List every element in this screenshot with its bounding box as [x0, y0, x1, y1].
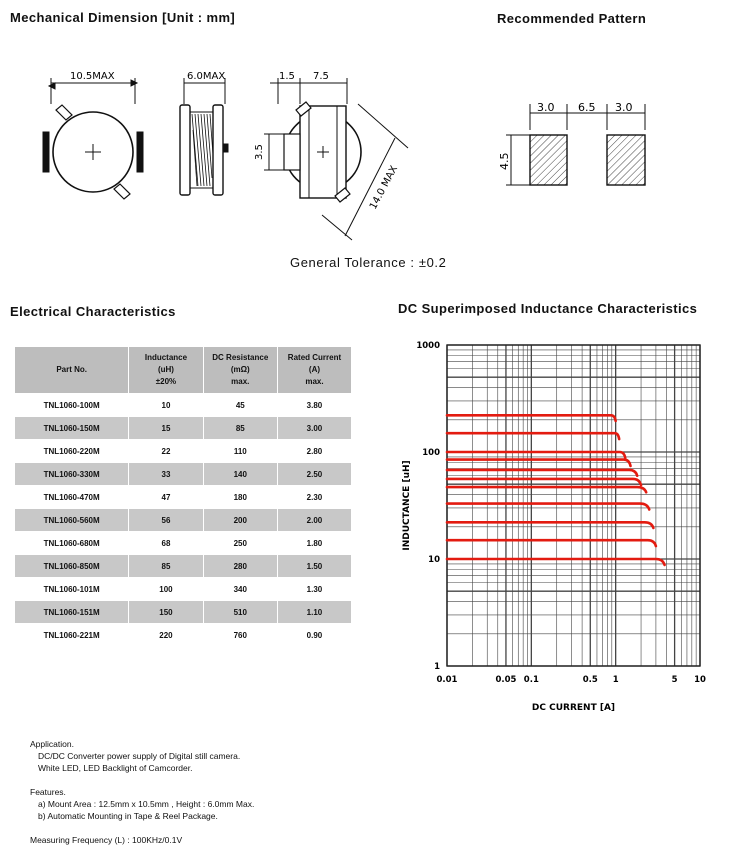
table-row: TNL1060-150M 15 85 3.00	[15, 417, 352, 440]
general-tolerance: General Tolerance : ±0.2	[290, 255, 447, 270]
table-row: TNL1060-151M 150 510 1.10	[15, 601, 352, 624]
mechanical-drawing	[0, 60, 470, 250]
series-line	[447, 470, 637, 476]
mechanical-title: Mechanical Dimension [Unit : mm]	[10, 10, 236, 25]
x-tick-label: 0.05	[495, 675, 517, 685]
col-rated-current: Rated Current (A) max.	[277, 347, 351, 394]
dim-b-label: 7.5	[313, 71, 329, 82]
dim-diag-label: 14.0 MAX	[367, 164, 401, 212]
x-tick-label: 0.01	[436, 675, 458, 685]
series-line	[447, 433, 619, 439]
features-line: a) Mount Area : 12.5mm x 10.5mm , Height : 6.0mm Max.	[38, 799, 255, 809]
x-tick-label: 0.5	[582, 675, 598, 685]
chart-title: DC Superimposed Inductance Characteristics	[398, 301, 698, 316]
x-tick-label: 1	[612, 675, 619, 685]
pad-right	[607, 135, 645, 185]
table-row: TNL1060-850M 85 280 1.50	[15, 555, 352, 578]
table-row: TNL1060-470M 47 180 2.30	[15, 486, 352, 509]
y-tick-label: 10	[428, 555, 440, 565]
electrical-title: Electrical Characteristics	[10, 304, 176, 319]
application-line: DC/DC Converter power supply of Digital still camera.	[38, 751, 241, 761]
inductance-chart	[390, 330, 735, 720]
table-row: TNL1060-100M 10 45 3.80	[15, 394, 352, 417]
dim-width-label: 10.5MAX	[70, 71, 115, 82]
chart-frame	[447, 345, 700, 666]
chart-curves	[447, 415, 665, 565]
x-tick-label: 0.1	[523, 675, 539, 685]
series-line	[447, 522, 653, 528]
pad-gap-label: 6.5	[578, 101, 596, 114]
table-row: TNL1060-220M 22 110 2.80	[15, 440, 352, 463]
dim-height-label: 6.0MAX	[187, 71, 226, 82]
chart-xlabel: DC CURRENT [A]	[531, 703, 616, 713]
col-dc-resistance: DC Resistance (mΩ) max.	[203, 347, 277, 394]
y-tick-label: 100	[422, 448, 440, 458]
electrical-table	[14, 346, 352, 647]
chart-ticks	[416, 341, 706, 685]
x-tick-label: 5	[671, 675, 678, 685]
pattern-drawing	[490, 90, 670, 200]
pad-w1-label: 3.0	[537, 101, 555, 114]
col-part: Part No.	[15, 347, 129, 394]
pad-w2-label: 3.0	[615, 101, 633, 114]
table-row: TNL1060-680M 68 250 1.80	[15, 532, 352, 555]
application-line: White LED, LED Backlight of Camcorder.	[38, 763, 193, 773]
y-tick-label: 1	[434, 662, 440, 672]
x-tick-label: 10	[694, 675, 706, 685]
pad-h-label: 4.5	[498, 152, 511, 170]
chart-ylabel: INDUCTANCE [uH]	[402, 460, 412, 551]
measuring-frequency: Measuring Frequency (L) : 100KHz/0.1V	[30, 835, 183, 845]
table-row: TNL1060-330M 33 140 2.50	[15, 463, 352, 486]
features-line: b) Automatic Mounting in Tape & Reel Package.	[38, 811, 218, 821]
pad-left	[530, 135, 567, 185]
application-title: Application.	[30, 739, 74, 749]
table-row: TNL1060-560M 56 200 2.00	[15, 509, 352, 532]
table-row: TNL1060-221M 220 760 0.90	[15, 624, 352, 647]
y-tick-label: 1000	[416, 341, 440, 351]
pattern-title: Recommended Pattern	[497, 11, 647, 26]
features-title: Features.	[30, 787, 66, 797]
series-line	[447, 540, 656, 546]
col-inductance: Inductance (uH) ±20%	[129, 347, 203, 394]
series-line	[447, 460, 631, 466]
series-line	[447, 504, 649, 510]
dim-c-label: 3.5	[254, 144, 265, 160]
chart-grid	[447, 345, 700, 666]
table-row: TNL1060-101M 100 340 1.30	[15, 578, 352, 601]
notes	[30, 738, 254, 846]
dim-a-label: 1.5	[279, 71, 295, 82]
